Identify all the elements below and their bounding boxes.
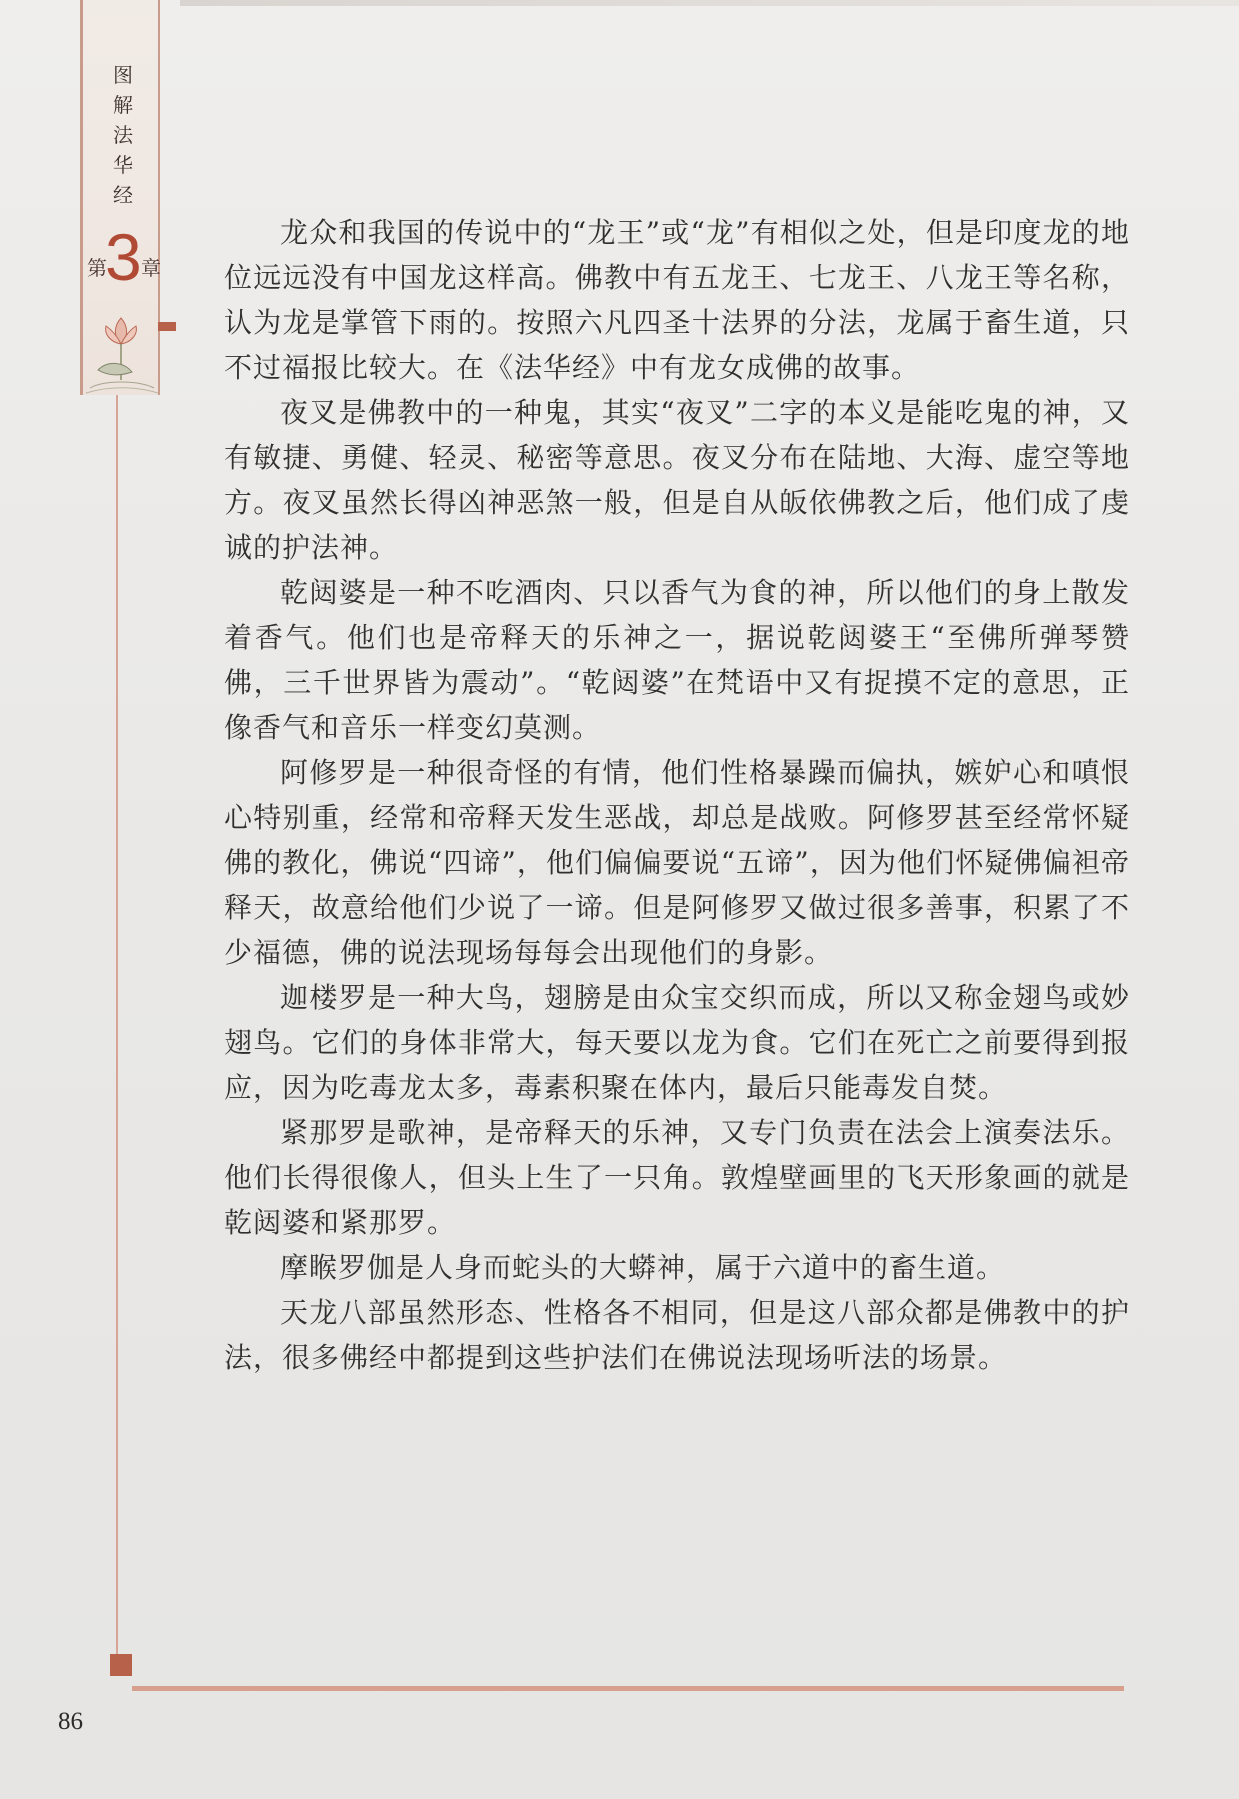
chapter-suffix: 章 — [141, 256, 161, 280]
margin-vertical-rule — [116, 395, 118, 1660]
chapter-prefix: 第 — [87, 256, 107, 280]
paragraph-kinnara: 紧那罗是歌神，是帝释天的乐神，又专门负责在法会上演奏法乐。他们长得很像人，但头上生了一只角。敦煌壁画里的飞天形象画的就是乾闼婆和紧那罗。 — [224, 1116, 1130, 1239]
footer-rule — [132, 1686, 1124, 1691]
book-title-vertical: 图解法华经 — [113, 63, 133, 207]
page-number: 86 — [58, 1708, 83, 1735]
paragraph-garuda: 迦楼罗是一种大鸟，翅膀是由众宝交织而成，所以又称金翅鸟或妙翅鸟。它们的身体非常大，每天要以龙为食。它们在死亡之前要得到报应，因为吃毒龙太多，毒素积聚在体内，最后只能毒发自焚。 — [224, 981, 1130, 1104]
chapter-tab-outer-rule — [80, 0, 83, 395]
chapter-tab-notch — [158, 322, 176, 331]
chapter-number: 3 — [105, 220, 142, 294]
footer-square-marker — [110, 1654, 132, 1676]
paragraph-summary: 天龙八部虽然形态、性格各不相同，但是这八部众都是佛教中的护法，很多佛经中都提到这些护法们在佛说法现场听法的场景。 — [224, 1296, 1130, 1374]
main-text-body — [224, 210, 1130, 1380]
chapter-tab-inner-rule — [158, 0, 160, 395]
paragraph-asura: 阿修罗是一种很奇怪的有情，他们性格暴躁而偏执，嫉妒心和嗔恨心特别重，经常和帝释天发生恶战，却总是战败。阿修罗甚至经常怀疑佛的教化，佛说“四谛”，他们偏偏要说“五谛”，因为他们怀疑佛偏袒帝释天，故意给他们少说了一谛。但是阿修罗又做过很多善事，积累了不少福德，佛的说法现场每每会出现他们的身影。 — [224, 756, 1130, 969]
paragraph-mahoraga: 摩睺罗伽是人身而蛇头的大蟒神，属于六道中的畜生道。 — [280, 1251, 1006, 1284]
lotus-illustration — [84, 300, 158, 395]
paragraph-dragon: 龙众和我国的传说中的“龙王”或“龙”有相似之处，但是印度龙的地位远远没有中国龙这样高。佛教中有五龙王、七龙王、八龙王等名称，认为龙是掌管下雨的。按照六凡四圣十法界的分法，龙属于畜生道，只不过福报比较大。在《法华经》中有龙女成佛的故事。 — [224, 216, 1130, 384]
top-edge-strip — [180, 0, 1239, 6]
paragraph-yaksha: 夜叉是佛教中的一种鬼，其实“夜叉”二字的本义是能吃鬼的神，又有敏捷、勇健、轻灵、秘密等意思。夜叉分布在陆地、大海、虚空等地方。夜叉虽然长得凶神恶煞一般，但是自从皈依佛教之后，他们成了虔诚的护法神。 — [224, 396, 1130, 564]
chapter-label — [84, 222, 160, 302]
paragraph-gandharva: 乾闼婆是一种不吃酒肉、只以香气为食的神，所以他们的身上散发着香气。他们也是帝释天的乐神之一，据说乾闼婆王“至佛所弹琴赞佛，三千世界皆为震动”。“乾闼婆”在梵语中又有捉摸不定的意思，正像香气和音乐一样变幻莫测。 — [224, 576, 1130, 744]
